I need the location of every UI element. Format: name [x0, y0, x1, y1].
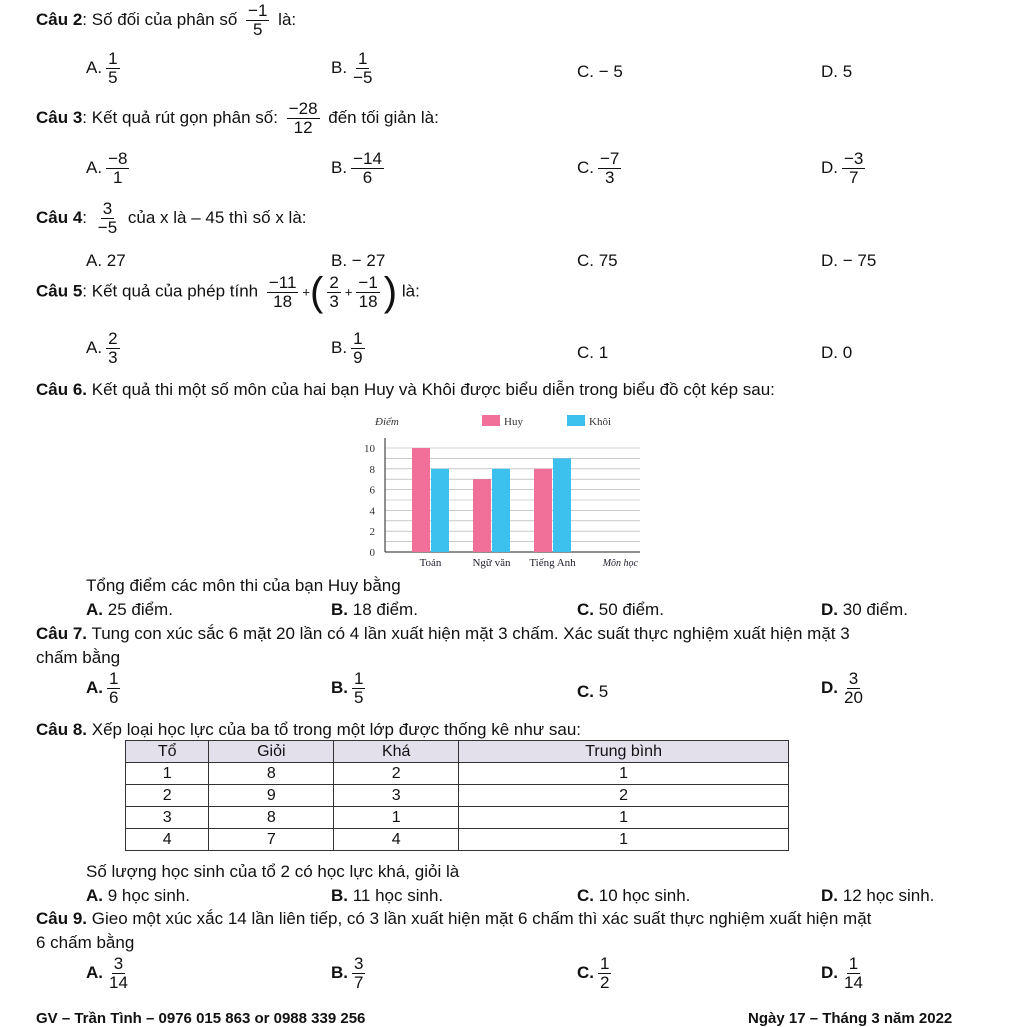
legend-swatch-khôi — [567, 415, 585, 426]
q8-option-c: C. 10 học sinh. — [577, 886, 691, 905]
q9-option-c: C. $\frac{1}{2}$ — [577, 954, 610, 992]
q6-option-d: D. 30 điểm. — [821, 600, 908, 619]
x-tick-label: Toán — [419, 557, 442, 569]
legend-label-huy: Huy — [504, 416, 523, 428]
q7-option-a: A. $\frac{1}{6}$ — [86, 669, 119, 707]
y-axis-label: Điểm — [375, 416, 399, 428]
bar-khôi-2 — [553, 458, 571, 552]
q7-option-b: B. $\frac{1}{5}$ — [331, 669, 364, 707]
y-tick-label: 10 — [364, 443, 375, 455]
q8-option-b: B. 11 học sinh. — [331, 886, 444, 905]
bar-huy-1 — [473, 479, 491, 552]
fraction: $\frac{-1}{5}$ — [248, 1, 268, 39]
q9-option-a: A. $\frac{3}{14}$ — [86, 954, 128, 992]
y-tick-label: 4 — [369, 505, 375, 518]
q2-option-b: B. $\frac{1}{-5}$ — [331, 49, 373, 87]
legend-swatch-huy — [482, 415, 500, 426]
q2-option-c: C. − 5 — [577, 62, 623, 81]
question-7: Câu 7. Tung con xúc sắc 6 mặt 20 lần có 4 lần xuất hiện mặt 3 chấm. Xác suất thực nghiệm xuất hiện mặt 3 — [36, 624, 850, 643]
q9-option-d: D. $\frac{1}{14}$ — [821, 954, 863, 992]
q3-option-a: A. $\frac{-8}{1}$ — [86, 149, 128, 187]
footer-author: GV – Trần Tình – 0976 015 863 or 0988 339 256 — [36, 1010, 366, 1027]
q7-option-d: D. $\frac{3}{20}$ — [821, 669, 863, 707]
footer-date: Ngày 17 – Tháng 3 năm 2022 — [748, 1010, 953, 1027]
double-bar-chart — [345, 408, 655, 573]
q3-option-d: D. $\frac{-3}{7}$ — [821, 149, 864, 187]
q2-option-a: A. $\frac{1}{5}$ — [86, 49, 118, 87]
q5-option-d: D. 0 — [821, 343, 853, 362]
q6-option-c: C. 50 điểm. — [577, 600, 664, 619]
question-6: Câu 6. Kết quả thi một số môn của hai bạn Huy và Khôi được biểu diễn trong biểu đồ cột kép sau: — [36, 380, 775, 399]
table-row: 3 8 1 1 — [126, 807, 789, 829]
q6-subquestion: Tổng điểm các môn thi của bạn Huy bằng — [86, 576, 401, 595]
q8-subquestion: Số lượng học sinh của tổ 2 có học lực khá, giỏi là — [86, 862, 460, 881]
question-9-line2: 6 chấm bằng — [36, 933, 135, 952]
question-7-line2: chấm bằng — [36, 648, 121, 667]
question-5: Câu 5: Kết quả của phép tính $\frac{-11}{18}$ +( $\frac{2}{3}$ + $\frac{-1}{18}$ ) là: — [36, 270, 420, 314]
q5-option-c: C. 1 — [577, 343, 609, 362]
legend-label-khôi: Khôi — [589, 416, 611, 428]
q5-option-a: A. $\frac{2}{3}$ — [86, 329, 118, 367]
bar-huy-0 — [412, 448, 430, 552]
q4-option-a: A. 27 — [86, 251, 126, 270]
bar-khôi-0 — [431, 469, 449, 552]
bar-khôi-1 — [492, 469, 510, 552]
q8-option-a: A. 9 học sinh. — [86, 886, 190, 905]
q3-option-c: C. $\frac{-7}{3}$ — [577, 149, 620, 187]
q6-option-a: A. 25 điểm. — [86, 600, 173, 619]
y-tick-label: 8 — [369, 463, 375, 476]
table-row: 1 8 2 1 — [126, 763, 789, 785]
x-tick-label: Tiếng Anh — [529, 557, 576, 569]
q8-option-d: D. 12 học sinh. — [821, 886, 935, 905]
q5-option-b: B. $\frac{1}{9}$ — [331, 329, 363, 367]
table-row: 2 9 3 2 — [126, 785, 789, 807]
y-tick-label: 0 — [369, 547, 375, 559]
y-tick-label: 2 — [369, 526, 375, 539]
q2-option-d: D. 5 — [821, 62, 853, 81]
stats-table — [125, 740, 789, 851]
q3-option-b: B. $\frac{-14}{6}$ — [331, 149, 382, 187]
q9-option-b: B. $\frac{3}{7}$ — [331, 954, 364, 992]
question-4: Câu 4: $\frac{3}{-5}$ của x là – 45 thì số x là: — [36, 199, 307, 237]
question-2: Câu 2: Số đối của phân số $\frac{-1}{5}$ là: — [36, 1, 297, 39]
question-3: Câu 3: Kết quả rút gọn phân số: $\frac{-28}{12}$ đến tối giản là: — [36, 99, 439, 137]
y-tick-label: 6 — [369, 484, 375, 497]
q4-option-d: D. − 75 — [821, 251, 877, 270]
q7-option-c: C. 5 — [577, 682, 609, 701]
q4-option-b: B. − 27 — [331, 251, 386, 270]
question-9: Câu 9. Gieo một xúc xắc 14 lần liên tiếp, có 3 lần xuất hiện mặt 6 chấm thì xác suất thực nghiệm xuất hiện mặt — [36, 909, 872, 928]
bar-huy-2 — [534, 469, 552, 552]
table-header-row: Tổ Giỏi Khá Trung bình — [126, 741, 789, 763]
q6-option-b: B. 18 điểm. — [331, 600, 418, 619]
question-8: Câu 8. Xếp loại học lực của ba tổ trong một lớp được thống kê như sau: — [36, 720, 582, 739]
q4-option-c: C. 75 — [577, 251, 618, 270]
table-row: 4 7 4 1 — [126, 829, 789, 851]
x-tick-label: Ngữ văn — [472, 557, 511, 569]
x-axis-label: Môn học — [602, 558, 638, 569]
